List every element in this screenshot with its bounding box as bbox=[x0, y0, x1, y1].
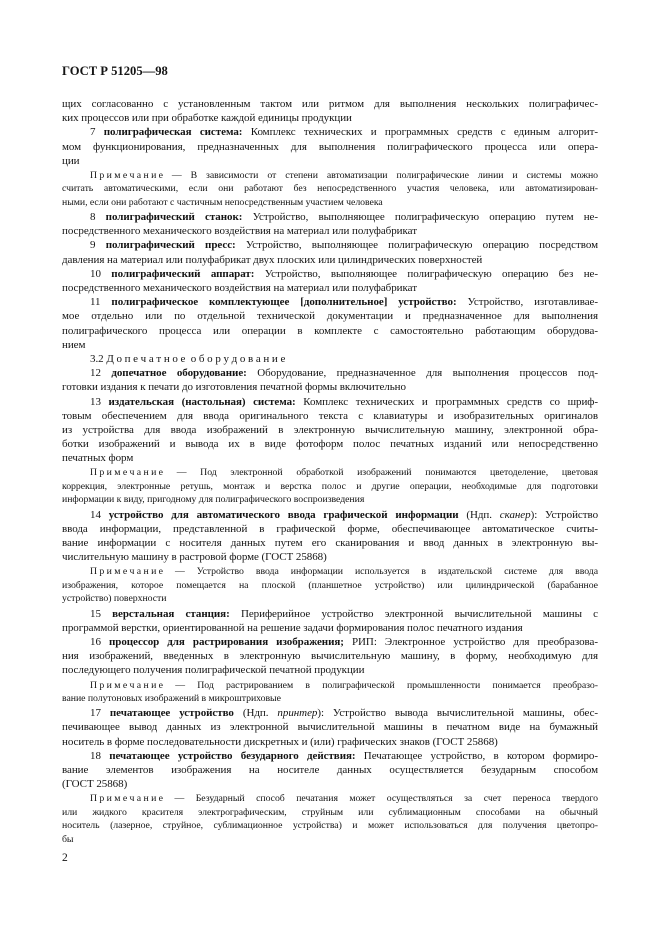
definition-text: ): Устройство вывода вычислительной машины, обес- bbox=[317, 707, 599, 720]
note-line: бы bbox=[62, 833, 74, 845]
note-label: П р и м е ч а н и е bbox=[90, 679, 163, 691]
term-number: 18 bbox=[90, 749, 101, 762]
note-label: П р и м е ч а н и е bbox=[90, 169, 163, 181]
text-line bbox=[62, 295, 598, 309]
note-16 bbox=[62, 679, 598, 706]
definition-text: Печатающее устройство, в котором формиро- bbox=[363, 749, 598, 762]
term-name: полиграфическое комплектующее [дополнительное] устройство: bbox=[111, 296, 457, 309]
note-14 bbox=[62, 565, 598, 605]
note-line: коррекция, электронные ретушь, монтаж и верстка полос и другие операции, необходимые для подготовки bbox=[62, 480, 598, 492]
note-18 bbox=[62, 792, 598, 846]
term-number: 13 bbox=[90, 395, 101, 408]
definition-text: Комплекс технических и программных средств с единым алгорит- bbox=[250, 126, 598, 139]
deprecated-term: сканер bbox=[499, 508, 531, 521]
note-line bbox=[62, 792, 598, 805]
text-line bbox=[62, 210, 598, 224]
note-text: — В зависимости от степени автоматизации полиграфические линии и системы можно bbox=[171, 169, 598, 181]
note-line bbox=[62, 679, 598, 692]
term-name: печатающее устройство bbox=[109, 707, 234, 720]
note-label: П р и м е ч а н и е bbox=[90, 566, 163, 578]
text-line bbox=[62, 238, 598, 252]
text-line: щих согласованно с установленным тактом или ритмом для выполнения нескольких полиграфичес- bbox=[62, 98, 598, 110]
text-line: печивающее вывод данных из электронной вычислительной машины в печатном виде на бумажный bbox=[62, 721, 598, 734]
text-line bbox=[62, 607, 598, 621]
text-line: посредственного механического воздействия на материал или полуфабрикат bbox=[62, 225, 417, 238]
term-name: полиграфический пресс: bbox=[105, 239, 236, 252]
note-line: ными, если они работают с частичным непосредственным участием человека bbox=[62, 196, 383, 208]
text-line bbox=[62, 125, 598, 139]
section-title: Д о п е ч а т н о е о б о р у д о в а н и е bbox=[106, 352, 286, 365]
term-9-definition bbox=[62, 238, 598, 266]
text-line bbox=[62, 267, 598, 281]
term-13-definition bbox=[62, 395, 598, 466]
definition-text: РИП: Электронное устройство для преобразова- bbox=[351, 635, 598, 648]
note-line: изображения, которое помещается на плоской (планшетное устройство) или цилиндрической (барабанное bbox=[62, 579, 598, 591]
definition-text: Периферийное устройство электронной вычислительной машины с bbox=[240, 607, 598, 620]
text-line: мое отдельно или по отдельной технической документации и предназначенное для выполнения bbox=[62, 310, 598, 323]
term-number: 16 bbox=[90, 635, 101, 648]
text-line: последующего получения полиграфической печатной продукции bbox=[62, 664, 365, 677]
text-line: вание элементов изображения на носителе данных осуществляется безударным способом bbox=[62, 764, 598, 777]
note-text: — Под растрированием в полиграфической промышленности понимается преобразо- bbox=[175, 679, 598, 691]
term-15-definition bbox=[62, 607, 598, 635]
term-14-definition bbox=[62, 508, 598, 565]
term-name: полиграфический аппарат: bbox=[111, 267, 255, 280]
text-line: товым обеспечением для ввода оригинального текста с клавиатуры и изобразительных оригиналов bbox=[62, 409, 598, 422]
note-label: П р и м е ч а н и е bbox=[90, 793, 163, 805]
section-number: 3.2 bbox=[90, 352, 104, 365]
term-number: 12 bbox=[90, 367, 101, 380]
text-line: полиграфического процесса или операции в комплекте с самостоятельно работающим оборудова- bbox=[62, 324, 598, 337]
text-line: ких процессов или при обработке каждой единицы продукции bbox=[62, 112, 352, 125]
deprecated-prefix: (Ндп. bbox=[242, 707, 269, 720]
term-number: 11 bbox=[90, 296, 101, 309]
term-name: допечатное оборудование: bbox=[111, 367, 247, 380]
term-16-definition bbox=[62, 635, 598, 678]
note-13 bbox=[62, 466, 598, 506]
text-line: носитель в форме последовательности дискретных и (или) графических знаков (ГОСТ 25868) bbox=[62, 735, 498, 748]
note-text: — Устройство ввода информации используется в издательской системе для ввода bbox=[174, 566, 598, 578]
term-name: верстальная станция: bbox=[112, 607, 230, 620]
text-line: посредственного механического воздействия на материал или полуфабрикат bbox=[62, 282, 417, 295]
note-7 bbox=[62, 169, 598, 209]
page-number: 2 bbox=[62, 852, 68, 864]
definition-text: Устройство, выполняющее полиграфическую операцию путем не- bbox=[252, 211, 599, 224]
term-number: 7 bbox=[90, 126, 96, 139]
note-line bbox=[62, 565, 598, 578]
term-number: 17 bbox=[90, 707, 101, 720]
term-11-definition bbox=[62, 295, 598, 352]
text-line: печатных форм bbox=[62, 452, 134, 465]
definition-text: ): Устройство bbox=[530, 508, 599, 521]
text-line: нием bbox=[62, 338, 86, 351]
note-line bbox=[62, 169, 598, 182]
note-line: носитель (лазерное, струйное, сублимационное устройства) и может использоваться для получения цветопро- bbox=[62, 820, 598, 832]
note-text: — Под электронной обработкой изображений понимаются цветоделение, цветовая bbox=[176, 467, 598, 479]
definition-text: Комплекс технических и программных средств со шриф- bbox=[303, 395, 599, 408]
definition-text: Оборудование, предназначенное для выполнения процессов под- bbox=[257, 367, 598, 380]
standard-code-header: ГОСТ Р 51205—98 bbox=[62, 64, 168, 78]
term-12-definition bbox=[62, 366, 598, 394]
term-number: 14 bbox=[90, 508, 101, 521]
note-line: информации к виду, пригодному для полиграфического воспроизведения bbox=[62, 494, 365, 506]
term-18-definition bbox=[62, 749, 598, 792]
term-8-definition bbox=[62, 210, 598, 238]
note-text: — Безударный способ печатания может осуществляться за счет переноса твердого bbox=[174, 793, 599, 805]
term-name: полиграфический станок: bbox=[105, 211, 243, 224]
text-line bbox=[62, 749, 598, 763]
term-7-definition bbox=[62, 125, 598, 168]
note-line: или жидкого красителя электрографическим, струйным или сублимационным способами на обычный bbox=[62, 806, 598, 818]
term-name: печатающее устройство безударного действия: bbox=[109, 749, 356, 762]
term-number: 8 bbox=[90, 211, 96, 224]
text-line bbox=[62, 395, 598, 409]
note-line: считать автоматическими, если они работают без непосредственного участия человека, или автоматизирован- bbox=[62, 183, 598, 195]
term-name: устройство для автоматического ввода графической информации bbox=[108, 508, 459, 521]
document-body bbox=[62, 97, 598, 847]
text-line: ботки изображений и вывода их в виде фотоформ полос печатных изданий или непосредственно bbox=[62, 438, 598, 451]
term-name: издательская (настольная) система: bbox=[108, 395, 296, 408]
text-line: готовки издания к печати до изготовления печатной формы включительно bbox=[62, 381, 406, 394]
text-line: ния изображений, введенных в электронную вычислительную машину, в форму, необходимую для bbox=[62, 650, 598, 663]
text-line bbox=[62, 508, 598, 522]
term-17-definition bbox=[62, 706, 598, 749]
term-number: 15 bbox=[90, 607, 101, 620]
term-name: процессор для растрирования изображения; bbox=[108, 635, 344, 648]
text-line bbox=[62, 366, 598, 380]
text-line: ции bbox=[62, 154, 80, 167]
note-line: устройство) поверхности bbox=[62, 593, 167, 605]
text-line: числительную машину в растровой форме (ГОСТ 25868) bbox=[62, 551, 327, 564]
term-number: 9 bbox=[90, 239, 96, 252]
text-line: мом функционирования, предназначенных для выполнения полиграфического процесса или опера- bbox=[62, 140, 598, 153]
text-line: вание информации с носителя данных путем его сканирования и ввод данных в электронную вы- bbox=[62, 537, 598, 550]
text-line bbox=[62, 635, 598, 649]
deprecated-prefix: (Ндп. bbox=[466, 508, 492, 521]
definition-text: Устройство, изготавливае- bbox=[467, 296, 598, 309]
text-line: из устройства для ввода изображений в электронную вычислительную машину, электронной обра- bbox=[62, 423, 598, 436]
definition-text: Устройство, выполняющее полиграфическую операцию без не- bbox=[264, 267, 598, 280]
text-line: (ГОСТ 25868) bbox=[62, 778, 128, 791]
section-3-2-heading bbox=[62, 352, 598, 366]
term-number: 10 bbox=[90, 267, 101, 280]
continuation-paragraph bbox=[62, 97, 598, 125]
note-line: вание полутоновых изображений в микроштриховые bbox=[62, 692, 281, 704]
text-line: программой верстки, ориентированной на решение задачи формирования полос печатного издания bbox=[62, 621, 523, 634]
note-line bbox=[62, 466, 598, 479]
deprecated-term: принтер bbox=[277, 707, 318, 720]
text-line: давления на материал или полуфабрикат двух плоских или цилиндрических поверхностей bbox=[62, 253, 483, 266]
definition-text: Устройство, выполняющее полиграфическую операцию посредством bbox=[245, 239, 598, 252]
term-name: полиграфическая система: bbox=[103, 126, 243, 139]
term-10-definition bbox=[62, 267, 598, 295]
text-line bbox=[62, 706, 598, 720]
note-label: П р и м е ч а н и е bbox=[90, 467, 163, 479]
text-line: ввода информации, представленной в графической форме, обеспечивающее автоматическое считы- bbox=[62, 522, 598, 535]
